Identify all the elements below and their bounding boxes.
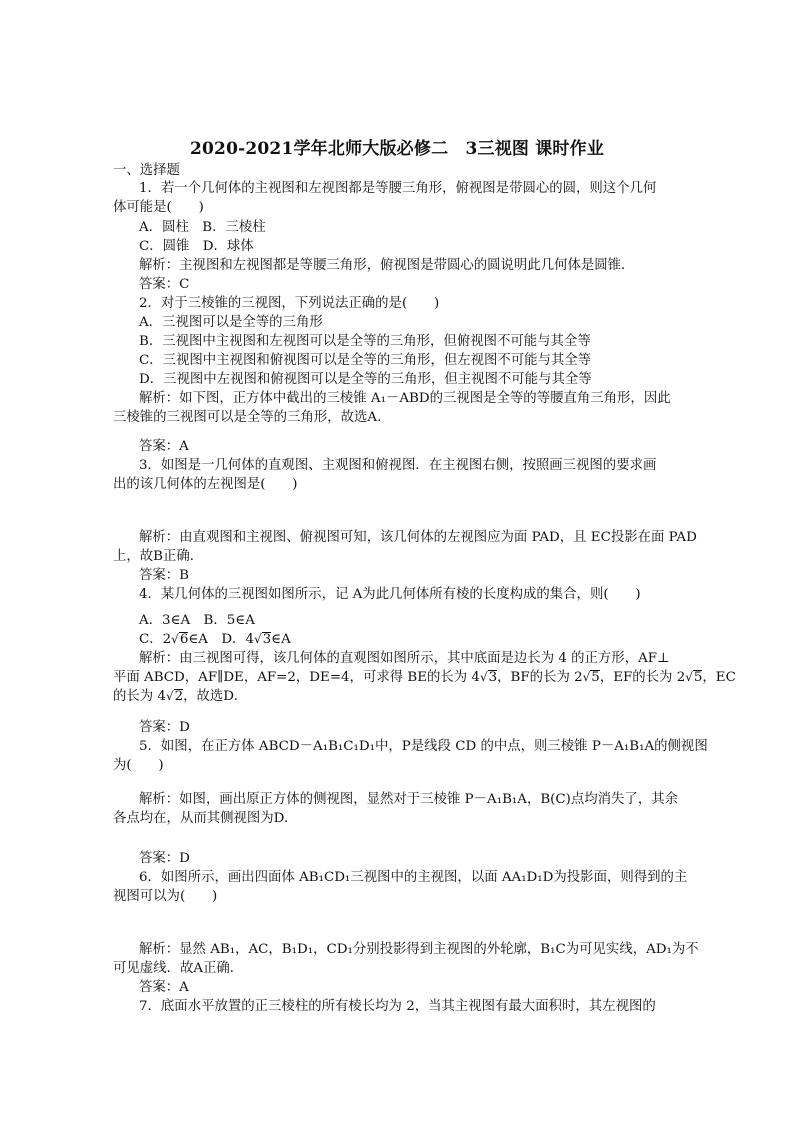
q2-stem: 2．对于三棱锥的三视图，下列说法正确的是( ) [139,296,440,311]
q1-analysis: 解析：主视图和左视图都是等腰三角形，俯视图是带圆心的圆说明此几何体是圆锥． [139,258,635,273]
q5-analysis-line1: 解析：如图，画出原正方体的侧视图，显然对于三棱锥 P－A₁B₁A，B(C)点均消失了，其余 [139,792,678,807]
q4-analysis-line2: 平面 ABCD，AF∥DE，AF=2，DE=4，可求得 BE的长为 4√3，BF的长为 2√5，EF的长为 2√5，EC [113,670,736,685]
q4-a2-part3: ，EF的长为 2 [599,670,686,685]
q4-analysis-line1: 解析：由三视图可得，该几何体的直观图如图所示，其中底面是边长为 4 的正方形，AF⊥ [139,651,670,666]
q4-options-cd: C．2√6∈A D．4√3∈A [139,632,291,647]
page-title: 2020-2021学年北师大版必修二 3三视图 课时作业 [189,139,605,159]
q5-answer: 答案：D [139,851,190,866]
q5-stem-line2: 为( ) [113,758,164,773]
q2-analysis-line2: 三棱锥的三视图可以是全等的三角形，故选A. [113,410,382,425]
q2-option-b: B．三视图中主视图和左视图可以是全等的三角形，但俯视图不可能与其全等 [139,334,591,349]
q2-option-d: D．三视图中左视图和俯视图可以是全等的三角形，但主视图不可能与其全等 [139,372,592,387]
q4-analysis-line3: 的长为 4√2，故选D. [113,689,238,704]
q2-analysis-line1: 解析：如下图，正方体中截出的三棱锥 A₁－ABD的三视图是全等的等腰直角三角形，因此 [139,391,671,406]
q1-stem-line2: 体可能是( ) [113,200,204,215]
q1-options-ab: A．圆柱 B．三棱柱 [139,220,266,235]
q3-answer: 答案：B [139,568,190,583]
q7-stem-line1: 7．底面水平放置的正三棱柱的所有棱长均为 2，当其主视图有最大面积时，其左视图的 [139,999,656,1014]
q4-a2-part2: ，BF的长为 2 [497,670,583,685]
q3-analysis-line1: 解析：由直观图和主视图、俯视图可知，该几何体的左视图应为面 PAD，且 EC投影在面 PAD [139,530,697,545]
q3-analysis-line2: 上，故B正确． [113,549,204,564]
q5-analysis-line2: 各点均在，从而其侧视图为D. [113,811,289,826]
q6-analysis-line2: 可见虚线．故A正确． [113,961,244,976]
q4-a2-radicand3: 5 [693,670,703,685]
q4-stem: 4．某几何体的三视图如图所示，记 A为此几何体所有棱的长度构成的集合，则( ) [139,587,641,602]
q4-options-ab: A．3∈A B．5∈A [139,613,255,628]
q4-opt-c-prefix: C．2 [139,632,172,647]
q3-stem-line1: 3．如图是一几何体的直观图、主观图和俯视图．在主视图右侧，按照画三视图的要求画 [139,458,657,473]
q6-stem-line1: 6．如图所示，画出四面体 AB₁CD₁三视图中的主视图，以面 AA₁D₁D为投影面，则得到的主 [139,870,688,885]
q2-option-a: A．三视图可以是全等的三角形 [139,315,323,330]
q6-answer: 答案：A [139,980,189,995]
q3-stem-line2: 出的该几何体的左视图是( ) [113,477,298,492]
q6-analysis-line1: 解析：显然 AB₁，AC，B₁D₁，CD₁分别投影得到主视图的外轮廓，B₁C为可见实线，AD₁为不 [139,942,699,957]
q2-answer: 答案：A [139,439,189,454]
q5-stem-line1: 5．如图，在正方体 ABCD－A₁B₁C₁D₁中，P是线段 CD 的中点，则三棱锥 P－A₁B₁A的侧视图 [139,739,708,754]
q1-answer: 答案：C [139,277,190,292]
q4-a2-part4: ，EC [702,670,736,685]
q4-answer: 答案：D [139,720,190,735]
q4-a2-radicand1: 3 [488,670,498,685]
q6-stem-line2: 视图可以为( ) [113,889,218,904]
q4-a3-part2: ，故选D. [183,689,238,704]
q4-opt-d-rest: ∈A [271,632,291,647]
q4-a2-radicand2: 5 [591,670,600,685]
q2-option-c: C．三视图中主视图和俯视图可以是全等的三角形，但左视图不可能与其全等 [139,353,592,368]
q4-a3-radicand: 2 [174,689,184,704]
q4-opt-c-radicand: 6 [179,632,189,647]
q1-stem-line1: 1．若一个几何体的主视图和左视图都是等腰三角形，俯视图是带圆心的圆，则这个几何 [139,181,657,196]
q4-a3-part1: 的长为 4 [113,689,166,704]
q4-opt-d-radicand: 3 [262,632,272,647]
q4-opt-c-rest: ∈A D．4 [188,632,254,647]
q1-options-cd: C．圆锥 D．球体 [139,239,254,254]
section-heading: 一、选择题 [113,163,180,178]
q4-a2-part1: 平面 ABCD，AF∥DE，AF=2，DE=4，可求得 BE的长为 4 [113,670,480,685]
